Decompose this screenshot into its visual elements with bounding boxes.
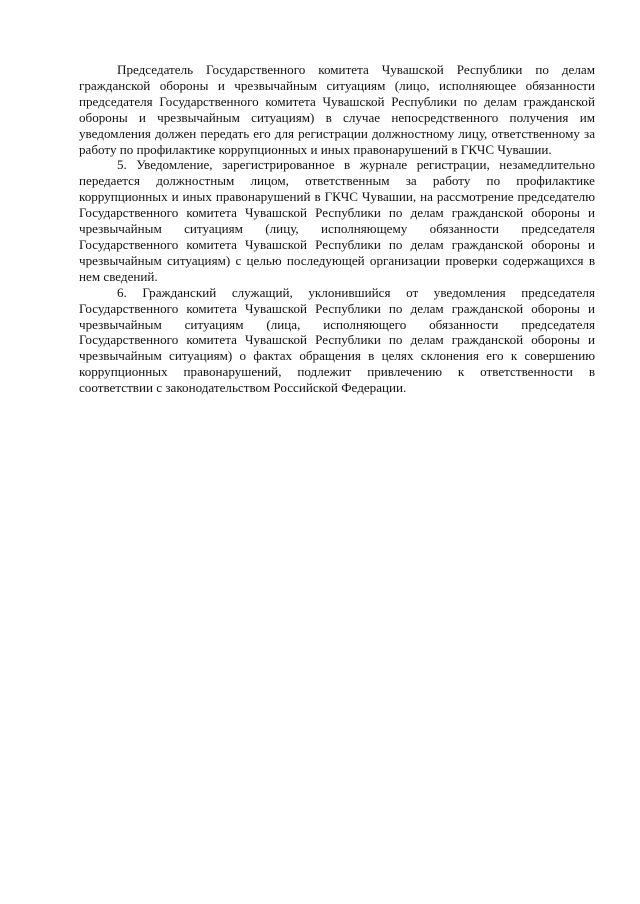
- paragraph-chairman-transfer: Председатель Государственного комитета Чувашской Республики по делам гражданской обороны и чрезвычайным ситуациям (лицо, исполняющее обязанности председателя Государственного комитета Чувашской Республики по делам гражданской обороны и чрезвычайным ситуациям) в случае непосредственного получения им уведомления должен передать его для регистрации должностному лицу, ответственному за работу по профилактике коррупционных и иных правонарушений в ГКЧС Чувашии.: [79, 62, 595, 157]
- document-body: [79, 62, 595, 396]
- paragraph-5-registered-notice: 5. Уведомление, зарегистрированное в журнале регистрации, незамедлительно передается должностным лицом, ответственным за работу по профилактике коррупционных и иных правонарушений в ГКЧС Чувашии, на рассмотрение председателю Государственного комитета Чувашской Республики по делам гражданской обороны и чрезвычайным ситуациям (лицу, исполняющему обязанности председателя Государственного комитета Чувашской Республики по делам гражданской обороны и чрезвычайным ситуациям) с целью последующей организации проверки содержащихся в нем сведений.: [79, 157, 595, 284]
- paragraph-6-liability: 6. Гражданский служащий, уклонившийся от уведомления председателя Государственного комитета Чувашской Республики по делам гражданской обороны и чрезвычайным ситуациям (лица, исполняющего обязанности председателя Государственного комитета Чувашской Республики по делам гражданской обороны и чрезвычайным ситуациям) о фактах обращения в целях склонения его к совершению коррупционных правонарушений, подлежит привлечению к ответственности в соответствии с законодательством Российской Федерации.: [79, 284, 595, 396]
